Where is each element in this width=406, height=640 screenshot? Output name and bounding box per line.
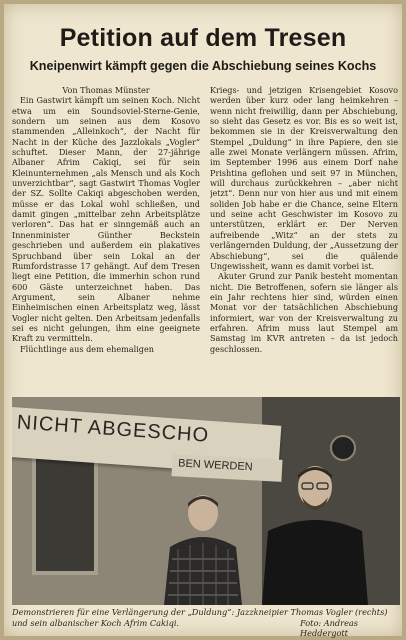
banner-text-lower: BEN WERDEN — [177, 457, 253, 474]
photo-credit: Foto: Andreas Heddergott — [300, 618, 359, 638]
photo-caption: Demonstrieren für eine Verlängerung der „Duldung“: Jazzkneipier Thomas Vogler (rechts) und sein albanischer Koch Afrim Cakiqi. — [12, 607, 388, 628]
paragraph: Ein Gastwirt kämpft um seinen Koch. Nicht etwa um ein Soundsoviel-Sterne-Genie, sondern um seinen aus dem Kosovo stammenden „Alleinkoch“, der Nacht für Nacht in der Küche des Jazzlokals „Vogler“ schuftet. Dieser Mann, der 27-jährige Albaner Afrim Cakiqi, sei für sein Kleinunternehmen „als Mensch und als Koch unverzichtbar“, sagt Gastwirt Thomas Vogler der SZ. Sollte Cakiqi abgeschoben werden, müsse er das Lokal wohl schließen, und damit gingen „mittelbar zehn Arbeitsplätze verloren“. Das hat er sinngemäß auch an Innenminister Günther Beckstein geschrieben und außerdem ein plakatives Spruchband über sein Lokal an der Rumfordstrasse 17 gehängt. Auf dem Tresen liegt eine Petition, die immerhin schon rund 600 Gäste unterzeichnet haben. Das Argument, sein Albaner nehme Einheimischen einen Arbeitsplatz weg, lässt Vogler nicht gelten. Den Arbeitsam jedenfalls sei es nicht gelungen, ihm eine geeignete Kraft zu vermitteln. — [12, 95, 200, 344]
byline: Von Thomas Münster — [62, 85, 150, 95]
headline: Petition auf dem Tresen — [59, 24, 347, 52]
subheadline: Kneipenwirt kämpft gegen die Abschiebung seines Kochs — [29, 59, 377, 73]
person-cook — [160, 489, 246, 605]
paragraph: Kriegs- und jetzigen Krisengebiet Kosovo werden über kurz oder lang heimkehren – wenn nicht freiwillig, dann per Abschiebung, so sieht das Gesetz es vor. Bis es so weit ist, bekommen sie in der Kreisverwaltung den Stempel „Duldung“ in ihre Papiere, den sie alle zwei Monate verlängern müssen. Afrim, im September 1996 aus einem Dorf nahe Prishtina geflohen und seit 97 in München, will durchaus zurückkehren – „aber nicht jetzt“. Denn nur von hier aus und mit einem soliden Job habe er die Chance, seine Eltern und seine acht Geschwister im Kosovo zu unterstützen, erklärt er. Der Nerven aufreibende „Witz“ an der stets zu verlängernden Duldung, der „Aussetzung der Abschiebung“, sei die quälende Ungewissheit, wann es damit vorbei ist. — [210, 85, 398, 271]
paragraph: Flüchtlinge aus dem ehemaligen — [20, 343, 154, 354]
newspaper-clipping — [4, 4, 402, 636]
article-column-right — [210, 85, 398, 389]
banner-text: NICHT ABGESCHO — [16, 411, 210, 447]
article-column-left — [12, 85, 200, 389]
article-photo — [12, 397, 400, 605]
paragraph: Akuter Grund zur Panik besteht momentan nicht. Die Betroffenen, sofern sie länger als ein Jahr rechtens hier sind, würden einen Monat vor der tatsächlichen Abschiebung informiert, war von der Kreisverwaltung zu erfahren. Afrim muss laut Stempel am Samstag im KVR antreten – da ist jedoch geschlossen. — [210, 271, 398, 354]
person-innkeeper — [260, 457, 370, 605]
